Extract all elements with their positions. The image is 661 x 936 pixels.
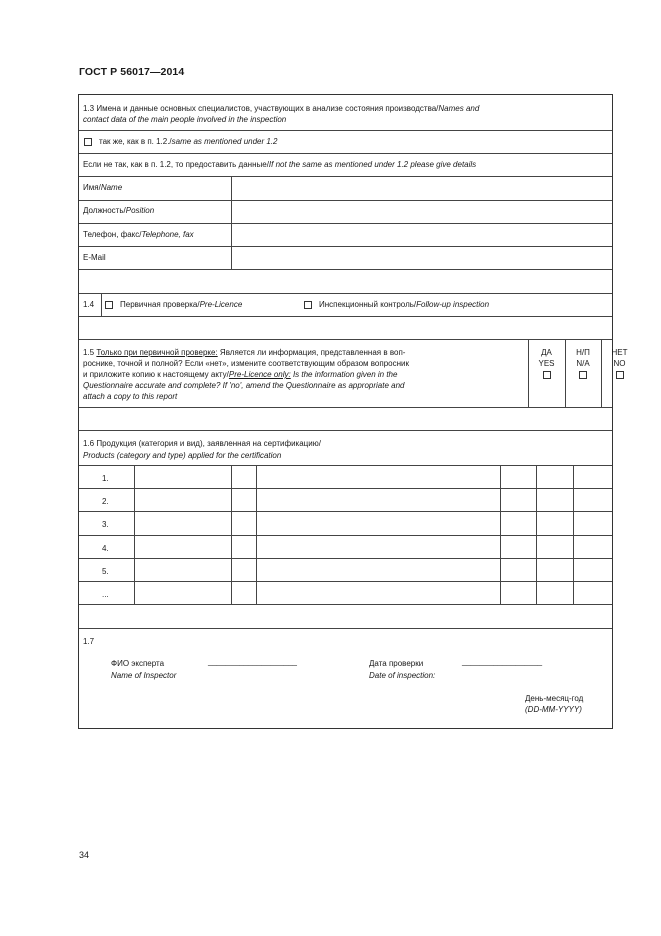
row-divider	[79, 316, 612, 317]
row-divider	[79, 339, 612, 340]
answer-na-checkbox[interactable]	[579, 371, 587, 379]
row-divider	[79, 269, 612, 270]
section-1-5-line-5: attach a copy to this report	[83, 392, 178, 401]
row-divider	[79, 604, 612, 605]
section-1-6-title-en: Products (category and type) applied for the certification	[83, 451, 282, 460]
row-divider	[79, 293, 612, 294]
row-divider	[79, 465, 612, 466]
name-field-label: Имя/Name	[83, 183, 123, 192]
column-divider	[101, 293, 102, 316]
row-divider	[79, 223, 612, 224]
section-1-5-line-4: Questionnaire accurate and complete? If 'no', amend the Questionnaire as appropriate and	[83, 381, 405, 390]
product-column-divider	[231, 465, 232, 604]
row-divider	[79, 130, 612, 131]
pre-licence-label: Первичная проверка/Pre-Licence	[120, 300, 243, 309]
answer-yes-label-ru: ДА	[541, 348, 552, 357]
inspection-form	[78, 94, 628, 729]
section-1-3-title: 1.3 Имена и данные основных специалистов, участвующих в анализе состояния производства/Names and	[83, 104, 480, 113]
page-number: 34	[79, 850, 90, 860]
product-column-divider	[134, 465, 135, 604]
section-1-6-title: 1.6 Продукция (категория и вид), заявленная на сертификацию/	[83, 439, 321, 448]
pre-licence-checkbox[interactable]	[105, 301, 113, 309]
date-format-ru: День-месяц-год	[525, 694, 584, 703]
same-as-1-2-label: так же, как в п. 1.2./same as mentioned under 1.2	[99, 137, 278, 146]
position-field-label: Должность/Position	[83, 206, 155, 215]
date-label-en: Date of inspection:	[369, 671, 436, 680]
row-divider	[79, 535, 612, 536]
row-divider	[79, 430, 612, 431]
product-column-divider	[536, 465, 537, 604]
product-row-number: 4.	[102, 544, 109, 553]
answer-no-label-en: NO	[613, 359, 626, 368]
section-1-5-line-1: 1.5 Только при первичной проверке: Является ли информация, представленная в воп-	[83, 348, 406, 357]
product-column-divider	[500, 465, 501, 604]
follow-up-checkbox[interactable]	[304, 301, 312, 309]
answer-na-label-ru: Н/П	[576, 348, 590, 357]
row-divider	[79, 581, 612, 582]
section-1-5-line-2: роснике, точной и полной? Если «нет», измените соответствующим образом вопросник	[83, 359, 409, 368]
row-divider	[79, 488, 612, 489]
document-header: ГОСТ Р 56017—2014	[79, 66, 185, 78]
row-divider	[79, 153, 612, 154]
answer-yes-label-en: YES	[538, 359, 555, 368]
row-divider	[79, 200, 612, 201]
inspector-label-ru: ФИО эксперта	[111, 659, 165, 668]
section-1-4-number: 1.4	[83, 300, 95, 309]
email-field-label: E-Mail	[83, 253, 106, 262]
date-label-ru: Дата проверки	[369, 659, 424, 668]
follow-up-label: Инспекционный контроль/Follow-up inspection	[319, 300, 490, 309]
date-format-en: (DD-MM-YYYY)	[525, 705, 582, 714]
answer-yes-checkbox[interactable]	[543, 371, 551, 379]
date-entry-line[interactable]: __________________	[462, 657, 543, 666]
answer-no-label-ru: НЕТ	[611, 348, 628, 357]
product-column-divider	[256, 465, 257, 604]
product-column-divider	[573, 465, 574, 604]
section-1-7-number: 1.7	[83, 637, 95, 646]
row-divider	[79, 176, 612, 177]
inspector-signature-line[interactable]: ____________________	[208, 657, 297, 666]
row-divider	[79, 407, 612, 408]
product-row-number: ...	[102, 590, 109, 599]
telephone-field-label: Телефон, факс/Telephone, fax	[83, 230, 194, 239]
product-row-number: 1.	[102, 474, 109, 483]
answer-na-label-en: N/A	[576, 359, 590, 368]
row-divider	[79, 628, 612, 629]
product-row-number: 3.	[102, 520, 109, 529]
if-not-same-label: Если не так, как в п. 1.2, то предоставить данные/If not the same as mentioned under 1.2 please give details	[83, 160, 477, 169]
inspector-label-en: Name of Inspector	[111, 671, 177, 680]
same-as-1-2-checkbox[interactable]	[84, 138, 92, 146]
section-1-5-line-3: и приложите копию к настоящему акту/Pre-Licence only: Is the information given in the	[83, 370, 398, 379]
product-row-number: 2.	[102, 497, 109, 506]
row-divider	[79, 511, 612, 512]
product-row-number: 5.	[102, 567, 109, 576]
row-divider	[79, 246, 612, 247]
row-divider	[79, 558, 612, 559]
section-1-3-title-cont: contact data of the main people involved in the inspection	[83, 115, 287, 124]
field-column-divider	[231, 176, 232, 269]
answer-no-checkbox[interactable]	[616, 371, 624, 379]
